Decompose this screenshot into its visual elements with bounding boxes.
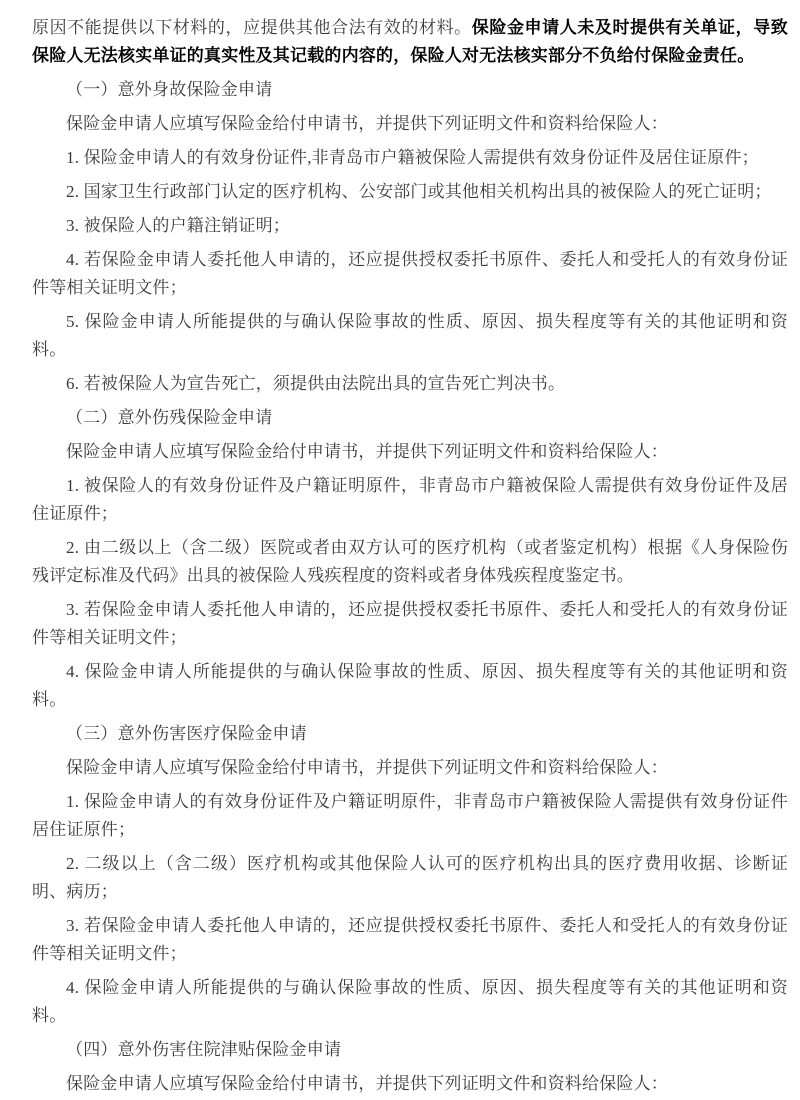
intro-paragraph	[32, 14, 788, 70]
section-1-item-2: 2. 国家卫生行政部门认定的医疗机构、公安部门或其他相关机构出具的被保险人的死亡证明；	[66, 182, 772, 201]
section-2-item-4: 4. 保险金申请人所能提供的与确认保险事故的性质、原因、损失程度等有关的其他证明和资料。	[32, 662, 788, 709]
section-2-item-1: 1. 被保险人的有效身份证件及户籍证明原件，非青岛市户籍被保险人需提供有效身份证件及居住证原件；	[32, 476, 788, 523]
section-3-heading: （三）意外伤害医疗保险金申请	[66, 724, 307, 743]
intro-bold-text: 保险金申请人未及时提供有关单证，导致保险人无法核实单证的真实性及其记载的内容的，保险人对无法核实部分不负给付保险金责任。	[32, 18, 788, 65]
section-4-lead: 保险金申请人应填写保险金给付申请书，并提供下列证明文件和资料给保险人：	[66, 1074, 668, 1093]
section-1-item-6: 6. 若被保险人为宣告死亡，须提供由法院出具的宣告死亡判决书。	[66, 374, 566, 393]
section-3-lead: 保险金申请人应填写保险金给付申请书，并提供下列证明文件和资料给保险人：	[66, 758, 668, 777]
section-1-heading: （一）意外身故保险金申请	[66, 80, 273, 99]
intro-normal-text: 原因不能提供以下材料的，应提供其他合法有效的材料。	[32, 18, 472, 37]
section-3-item-1: 1. 保险金申请人的有效身份证件及户籍证明原件，非青岛市户籍被保险人需提供有效身份证件居住证原件；	[32, 792, 788, 839]
section-2-item-3: 3. 若保险金申请人委托他人申请的，还应提供授权委托书原件、委托人和受托人的有效身份证件等相关证明文件；	[32, 600, 788, 647]
section-2-heading: （二）意外伤残保险金申请	[66, 408, 273, 427]
section-4-heading: （四）意外伤害住院津贴保险金申请	[66, 1040, 342, 1059]
section-1-item-4: 4. 若保险金申请人委托他人申请的，还应提供授权委托书原件、委托人和受托人的有效身份证件等相关证明文件；	[32, 250, 788, 297]
section-1-lead: 保险金申请人应填写保险金给付申请书，并提供下列证明文件和资料给保险人：	[66, 114, 668, 133]
section-3-item-4: 4. 保险金申请人所能提供的与确认保险事故的性质、原因、损失程度等有关的其他证明和资料。	[32, 978, 788, 1025]
section-1-item-5: 5. 保险金申请人所能提供的与确认保险事故的性质、原因、损失程度等有关的其他证明和资料。	[32, 312, 788, 359]
section-1-item-1: 1. 保险金申请人的有效身份证件,非青岛市户籍被保险人需提供有效身份证件及居住证原件；	[66, 148, 759, 167]
section-2-lead: 保险金申请人应填写保险金给付申请书，并提供下列证明文件和资料给保险人：	[66, 442, 668, 461]
section-1-item-3: 3. 被保险人的户籍注销证明；	[66, 216, 290, 235]
section-2-item-2: 2. 由二级以上（含二级）医院或者由双方认可的医疗机构（或者鉴定机构）根据《人身保险伤残评定标准及代码》出具的被保险人残疾程度的资料或者身体残疾程度鉴定书。	[32, 538, 788, 585]
section-3-item-3: 3. 若保险金申请人委托他人申请的，还应提供授权委托书原件、委托人和受托人的有效身份证件等相关证明文件；	[32, 916, 788, 963]
section-3-item-2: 2. 二级以上（含二级）医疗机构或其他保险人认可的医疗机构出具的医疗费用收据、诊断证明、病历；	[32, 854, 788, 901]
